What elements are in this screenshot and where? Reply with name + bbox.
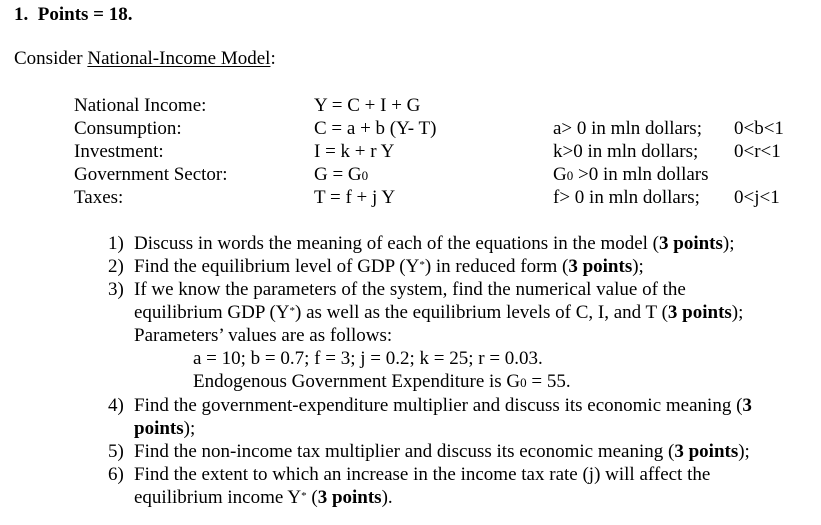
question-number: 1) [108,233,124,254]
question-text: equilibrium GDP (Y*) as well as the equilibrium levels of C, I, and T (3 points); [134,302,744,323]
model-label: Government Sector: [74,164,228,185]
question-number: 2) [108,256,124,277]
question-text: Discuss in words the meaning of each of the equations in the model (3 points); [134,233,735,254]
model-condition: a> 0 in mln dollars; [553,118,702,139]
model-condition: f> 0 in mln dollars; [553,187,700,208]
model-label: Taxes: [74,187,124,208]
model-equation: G = G0 [314,164,369,185]
model-condition: G0 >0 in mln dollars [553,164,709,185]
question-text: Find the extent to which an increase in the income tax rate (j) will affect the [134,464,711,485]
points-label: Points = 18. [37,4,133,25]
question-text: Parameters’ values are as follows: [134,325,393,346]
question-number: 3) [108,279,124,300]
question-text: Find the non-income tax multiplier and discuss its economic meaning (3 points); [134,441,750,462]
government-expenditure-value: Endogenous Government Expenditure is G0 = 55. [193,371,571,392]
parameter-values: a = 10; b = 0.7; f = 3; j = 0.2; k = 25; r = 0.03. [193,348,543,369]
question-text: points); [134,418,196,439]
model-equation: T = f + j Y [314,187,396,208]
model-equation: Y = C + I + G [314,95,421,116]
question-text: equilibrium income Y* (3 points). [134,487,393,508]
intro-line [14,48,276,70]
question-number: 6) [108,464,124,485]
problem-header [14,4,133,26]
question-text: Find the equilibrium level of GDP (Y*) in reduced form (3 points); [134,256,644,277]
model-range: 0<j<1 [734,187,780,208]
model-label: Investment: [74,141,164,162]
model-name: National-Income Model [87,48,271,69]
model-equation: I = k + r Y [314,141,395,162]
model-equation: C = a + b (Y- T) [314,118,437,139]
model-condition: k>0 in mln dollars; [553,141,699,162]
question-text: Find the government-expenditure multiplier and discuss its economic meaning (3 [134,395,752,416]
intro-prefix: Consider [14,48,88,69]
model-label: National Income: [74,95,207,116]
question-number: 4) [108,395,124,416]
intro-suffix: : [270,48,276,69]
model-range: 0<b<1 [734,118,784,139]
problem-number: 1. [14,4,29,25]
question-number: 5) [108,441,124,462]
question-text: If we know the parameters of the system, find the numerical value of the [134,279,686,300]
model-range: 0<r<1 [734,141,781,162]
model-label: Consumption: [74,118,182,139]
